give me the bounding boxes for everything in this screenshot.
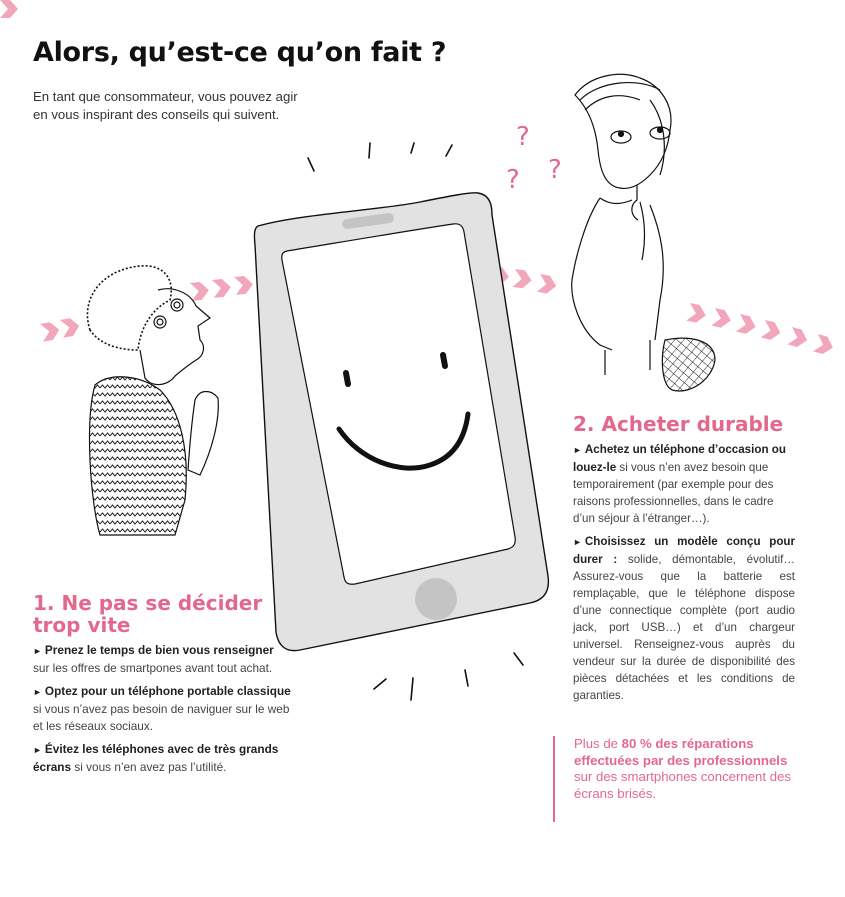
left-person-drawing	[87, 266, 218, 535]
tip-bold: Prenez le temps de bien vous renseigner	[44, 643, 274, 657]
intro-line: en vous inspirant des conseils qui suivent.	[33, 107, 280, 122]
triangle-bullet-icon: ►	[33, 646, 42, 656]
right-person-drawing	[572, 74, 715, 391]
tip-text: si vous n’avez pas besoin de naviguer sur le web et les réseaux sociaux.	[33, 702, 290, 733]
question-marks	[506, 122, 562, 195]
tip-item	[33, 741, 293, 776]
triangle-bullet-icon: ►	[573, 537, 582, 547]
triangle-bullet-icon: ►	[573, 445, 582, 455]
tip-item	[573, 533, 795, 704]
heading-line: trop vite	[33, 613, 131, 637]
triangle-bullet-icon: ►	[33, 687, 42, 697]
smartphone-drawing	[254, 193, 548, 651]
callout-highlight: 80 % des réparations effectuées par des professionnels	[574, 736, 788, 768]
heading-line: 1. Ne pas se décider	[33, 591, 263, 615]
tip-item	[573, 441, 795, 527]
tip-text: si vous n’en avez besoin que temporairement (par exemple pour des raisons professionnelles, dans le cadre d’un séjour à l’étranger…).	[573, 461, 774, 525]
section-heading: 2. Acheter durable	[573, 412, 784, 436]
intro-line: En tant que consommateur, vous pouvez agir	[33, 89, 298, 104]
section-ne-pas-se-decider	[33, 592, 293, 776]
callout-suffix: sur des smartphones concernent des écrans brisés.	[574, 769, 791, 801]
statistic-callout	[553, 736, 794, 822]
section-acheter-durable	[573, 413, 795, 704]
tip-text: solide, démontable, évolutif… Assurez-vous que la batterie est remplaçable, que le téléphone dispose d’une connectique complète (port audio jack, port USB…) et d’un chargeur universel. Renseignez-vous auprès du vendeur sur la durée de disponibilité des pièces détachées et les conditions de garanties.	[573, 553, 795, 702]
tip-item	[33, 683, 293, 735]
callout-prefix: Plus de	[574, 736, 622, 751]
tip-bold: Choisissez un modèle conçu pour durer :	[573, 535, 795, 566]
tip-bold: Évitez les téléphones avec de très grands écrans	[33, 742, 279, 774]
section-heading	[33, 592, 293, 636]
svg-text:?: ?	[506, 165, 520, 195]
page-title: Alors, qu’est-ce qu’on fait ?	[33, 37, 447, 68]
tip-text: sur les offres de smartpones avant tout achat.	[33, 661, 273, 675]
tip-bold: Optez pour un téléphone portable classique	[44, 684, 291, 698]
intro-text	[33, 88, 343, 124]
triangle-bullet-icon: ►	[33, 745, 42, 755]
svg-text:?: ?	[516, 122, 530, 152]
tip-text: si vous n’en avez pas l’utilité.	[71, 760, 227, 774]
tip-item	[33, 642, 293, 677]
tip-bold: Achetez un téléphone d’occasion ou louez-le	[573, 443, 786, 474]
svg-text:?: ?	[548, 155, 562, 185]
